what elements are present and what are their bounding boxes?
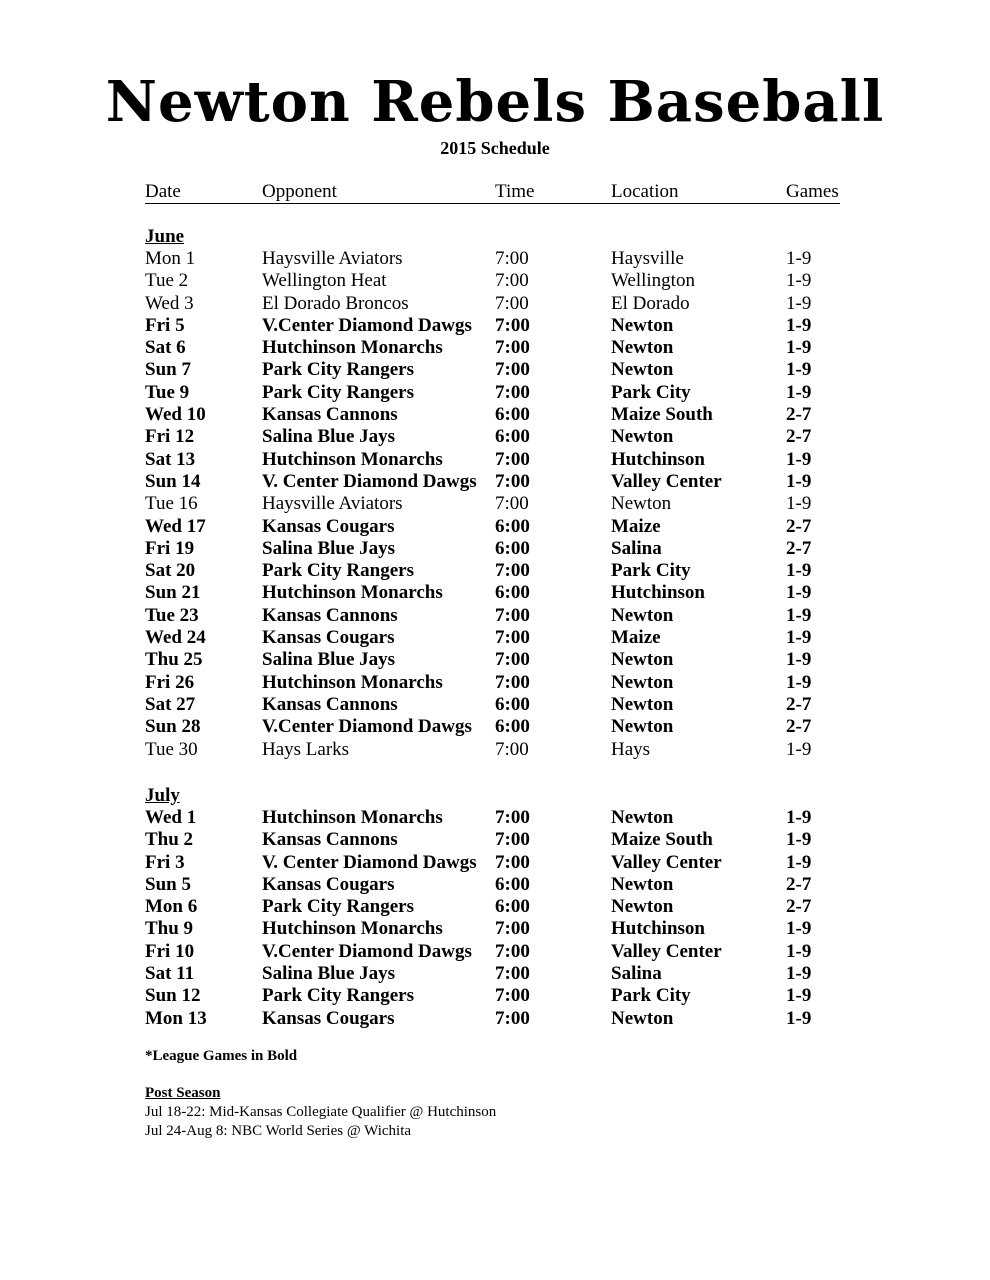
schedule-row (145, 404, 840, 426)
game-location: Valley Center (611, 851, 722, 873)
schedule-row (145, 337, 840, 359)
game-date: Sun 12 (145, 985, 201, 1007)
game-date: Fri 12 (145, 426, 195, 448)
game-opponent: Hutchinson Monarchs (262, 337, 443, 359)
game-date: Mon 1 (145, 248, 196, 269)
game-date: Wed 17 (145, 515, 206, 537)
game-innings: 1-9 (786, 470, 812, 492)
game-innings: 1-9 (786, 381, 812, 403)
game-opponent: Park City Rangers (262, 359, 414, 381)
schedule-row (145, 315, 840, 337)
game-opponent: Salina Blue Jays (262, 537, 396, 559)
game-date: Thu 9 (145, 918, 194, 940)
game-time: 7:00 (495, 649, 530, 671)
game-date: Thu 25 (145, 649, 203, 671)
game-innings: 1-9 (786, 448, 812, 470)
schedule-row (145, 852, 840, 874)
game-time: 6:00 (495, 515, 530, 537)
game-innings: 1-9 (786, 671, 812, 693)
game-time: 7:00 (495, 337, 530, 359)
game-opponent: Haysville Aviators (262, 493, 403, 515)
game-location: Newton (611, 716, 674, 738)
schedule-row (145, 716, 840, 738)
game-location: Newton (611, 604, 674, 626)
game-innings: 1-9 (786, 292, 812, 314)
game-innings: 1-9 (786, 649, 812, 671)
game-time: 7:00 (495, 918, 530, 940)
game-opponent: Haysville Aviators (262, 248, 403, 269)
game-innings: 2-7 (786, 873, 812, 895)
game-time: 7:00 (495, 381, 530, 403)
game-location: Salina (611, 963, 662, 985)
game-opponent: Park City Rangers (262, 896, 414, 918)
game-opponent: Salina Blue Jays (262, 649, 396, 671)
game-date: Tue 16 (145, 493, 198, 515)
game-date: Tue 9 (145, 381, 190, 403)
game-location: Valley Center (611, 940, 722, 962)
schedule-subtitle: 2015 Schedule (440, 138, 550, 158)
game-innings: 1-9 (786, 560, 812, 582)
game-location: Newton (611, 896, 674, 918)
game-opponent: V.Center Diamond Dawgs (262, 716, 472, 738)
game-date: Sat 13 (145, 448, 196, 470)
game-location: Newton (611, 337, 674, 359)
table-header (145, 181, 840, 204)
game-opponent: Kansas Cougars (262, 627, 395, 649)
game-date: Tue 23 (145, 604, 199, 626)
schedule-row (145, 627, 840, 649)
game-location: Newton (611, 671, 674, 693)
game-opponent: Park City Rangers (262, 560, 414, 582)
game-date: Mon 13 (145, 1007, 207, 1029)
game-opponent: Kansas Cannons (262, 604, 398, 626)
game-time: 7:00 (495, 270, 529, 292)
game-time: 7:00 (495, 448, 530, 470)
game-location: Newton (611, 873, 674, 895)
schedule-row (145, 739, 840, 761)
schedule-row (145, 672, 840, 694)
game-opponent: Kansas Cannons (262, 829, 398, 851)
game-location: Maize (611, 515, 661, 537)
month-label-june: June (145, 226, 185, 247)
game-innings: 1-9 (786, 314, 812, 336)
header-location: Location (611, 181, 679, 202)
game-time: 7:00 (495, 604, 530, 626)
game-time: 7:00 (495, 1007, 530, 1029)
schedule-row (145, 963, 840, 985)
schedule-row (145, 270, 840, 292)
game-innings: 2-7 (786, 537, 812, 559)
header-date: Date (145, 181, 181, 202)
game-innings: 1-9 (786, 985, 812, 1007)
june-schedule (145, 248, 840, 761)
game-time: 6:00 (495, 896, 530, 918)
game-date: Fri 26 (145, 671, 195, 693)
game-location: Maize South (611, 404, 713, 426)
game-innings: 1-9 (786, 829, 812, 851)
game-time: 7:00 (495, 851, 530, 873)
game-location: Maize (611, 627, 661, 649)
schedule-row (145, 941, 840, 963)
game-location: Newton (611, 314, 674, 336)
game-location: Newton (611, 426, 674, 448)
schedule-row (145, 874, 840, 896)
game-date: Sat 20 (145, 560, 196, 582)
game-date: Fri 19 (145, 537, 195, 559)
game-location: Newton (611, 693, 674, 715)
game-date: Sun 21 (145, 582, 201, 604)
game-opponent: Kansas Cougars (262, 873, 395, 895)
game-time: 7:00 (495, 470, 530, 492)
game-opponent: Salina Blue Jays (262, 963, 396, 985)
post-season-line: Jul 24-Aug 8: NBC World Series @ Wichita (145, 1123, 412, 1139)
schedule-row (145, 918, 840, 940)
game-opponent: Hutchinson Monarchs (262, 671, 443, 693)
game-innings: 2-7 (786, 896, 812, 918)
game-opponent: Park City Rangers (262, 985, 414, 1007)
game-time: 6:00 (495, 426, 530, 448)
header-games: Games (786, 181, 839, 202)
schedule-row (145, 449, 840, 471)
header-time: Time (495, 181, 535, 202)
game-innings: 1-9 (786, 337, 812, 359)
game-location: Hutchinson (611, 918, 705, 940)
game-innings: 2-7 (786, 515, 812, 537)
schedule-row (145, 293, 840, 315)
game-date: Sun 7 (145, 359, 191, 381)
game-time: 7:00 (495, 292, 529, 314)
game-innings: 1-9 (786, 627, 812, 649)
game-opponent: Salina Blue Jays (262, 426, 396, 448)
game-opponent: Hutchinson Monarchs (262, 448, 443, 470)
game-innings: 1-9 (786, 963, 812, 985)
game-opponent: Hays Larks (262, 738, 350, 760)
game-date: Wed 24 (145, 627, 206, 649)
game-time: 7:00 (495, 940, 530, 962)
game-time: 7:00 (495, 963, 530, 985)
game-opponent: Kansas Cannons (262, 404, 398, 426)
game-innings: 2-7 (786, 693, 812, 715)
game-innings: 1-9 (786, 738, 812, 760)
game-date: Sun 14 (145, 470, 201, 492)
schedule-row (145, 560, 840, 582)
schedule-row (145, 359, 840, 381)
game-date: Fri 5 (145, 314, 185, 336)
game-opponent: Hutchinson Monarchs (262, 582, 443, 604)
schedule-row (145, 605, 840, 627)
game-time: 7:00 (495, 493, 529, 515)
game-time: 7:00 (495, 359, 530, 381)
game-time: 7:00 (495, 829, 530, 851)
game-opponent: Park City Rangers (262, 381, 414, 403)
game-opponent: V.Center Diamond Dawgs (262, 940, 472, 962)
game-date: Wed 3 (145, 292, 194, 314)
game-opponent: V. Center Diamond Dawgs (262, 851, 477, 873)
game-innings: 1-9 (786, 248, 812, 269)
schedule-row (145, 807, 840, 829)
game-location: Hutchinson (611, 582, 705, 604)
game-innings: 1-9 (786, 807, 812, 828)
game-innings: 1-9 (786, 1007, 812, 1029)
game-date: Sun 28 (145, 716, 201, 738)
game-location: Newton (611, 359, 674, 381)
game-location: Newton (611, 807, 674, 828)
game-date: Sat 6 (145, 337, 186, 359)
game-time: 6:00 (495, 537, 530, 559)
game-innings: 1-9 (786, 270, 812, 292)
game-innings: 1-9 (786, 918, 812, 940)
game-location: Maize South (611, 829, 713, 851)
game-date: Tue 2 (145, 270, 189, 292)
game-date: Sat 11 (145, 963, 195, 985)
game-location: Park City (611, 985, 691, 1007)
game-time: 7:00 (495, 738, 529, 760)
game-time: 6:00 (495, 404, 530, 426)
game-time: 6:00 (495, 716, 530, 738)
game-location: El Dorado (611, 292, 690, 314)
post-season-title: Post Season (145, 1085, 221, 1101)
game-time: 7:00 (495, 314, 530, 336)
game-innings: 2-7 (786, 716, 812, 738)
game-opponent: Kansas Cougars (262, 515, 395, 537)
game-location: Newton (611, 493, 672, 515)
game-time: 7:00 (495, 985, 530, 1007)
game-opponent: V. Center Diamond Dawgs (262, 470, 477, 492)
schedule-row (145, 985, 840, 1007)
game-innings: 1-9 (786, 940, 812, 962)
game-opponent: Hutchinson Monarchs (262, 807, 443, 828)
page-title: Newton Rebels Baseball (105, 69, 885, 135)
game-innings: 1-9 (786, 851, 812, 873)
game-location: Park City (611, 560, 691, 582)
schedule-row (145, 516, 840, 538)
schedule-row (145, 382, 840, 404)
header-opponent: Opponent (262, 181, 337, 202)
league-footnote: *League Games in Bold (145, 1048, 298, 1064)
schedule-row (145, 829, 840, 851)
schedule-row (145, 471, 840, 493)
month-label-july: July (145, 785, 180, 806)
game-location: Newton (611, 649, 674, 671)
game-location: Valley Center (611, 470, 722, 492)
game-time: 6:00 (495, 693, 530, 715)
game-opponent: Wellington Heat (262, 270, 387, 292)
schedule-row (145, 694, 840, 716)
game-opponent: Hutchinson Monarchs (262, 918, 443, 940)
game-time: 7:00 (495, 627, 530, 649)
schedule-row (145, 1008, 840, 1030)
game-time: 7:00 (495, 248, 529, 269)
july-schedule (145, 807, 840, 1030)
game-date: Fri 3 (145, 851, 185, 873)
game-date: Wed 10 (145, 404, 206, 426)
game-time: 7:00 (495, 671, 530, 693)
game-date: Wed 1 (145, 807, 197, 828)
game-opponent: V.Center Diamond Dawgs (262, 314, 472, 336)
schedule-row (145, 649, 840, 671)
game-time: 6:00 (495, 873, 530, 895)
game-location: Park City (611, 381, 691, 403)
game-date: Sat 27 (145, 693, 196, 715)
game-location: Haysville (611, 248, 684, 269)
game-location: Salina (611, 537, 662, 559)
schedule-row (145, 493, 840, 515)
game-opponent: Kansas Cannons (262, 693, 398, 715)
game-innings: 2-7 (786, 404, 812, 426)
post-season-line: Jul 18-22: Mid-Kansas Collegiate Qualifier @ Hutchinson (145, 1104, 497, 1120)
game-opponent: El Dorado Broncos (262, 292, 409, 314)
game-innings: 1-9 (786, 493, 812, 515)
game-location: Hutchinson (611, 448, 705, 470)
game-date: Fri 10 (145, 940, 195, 962)
game-time: 6:00 (495, 582, 530, 604)
game-location: Hays (611, 738, 651, 760)
game-innings: 1-9 (786, 359, 812, 381)
game-time: 7:00 (495, 807, 530, 828)
schedule-row (145, 582, 840, 604)
game-date: Sun 5 (145, 873, 191, 895)
game-date: Tue 30 (145, 738, 198, 760)
game-time: 7:00 (495, 560, 530, 582)
game-innings: 1-9 (786, 604, 812, 626)
schedule-row (145, 896, 840, 918)
schedule-row (145, 538, 840, 560)
game-date: Mon 6 (145, 896, 198, 918)
game-location: Newton (611, 1007, 674, 1029)
schedule-row (145, 248, 840, 270)
schedule-row (145, 426, 840, 448)
game-innings: 2-7 (786, 426, 812, 448)
game-opponent: Kansas Cougars (262, 1007, 395, 1029)
game-location: Wellington (611, 270, 695, 292)
game-innings: 1-9 (786, 582, 812, 604)
game-date: Thu 2 (145, 829, 194, 851)
